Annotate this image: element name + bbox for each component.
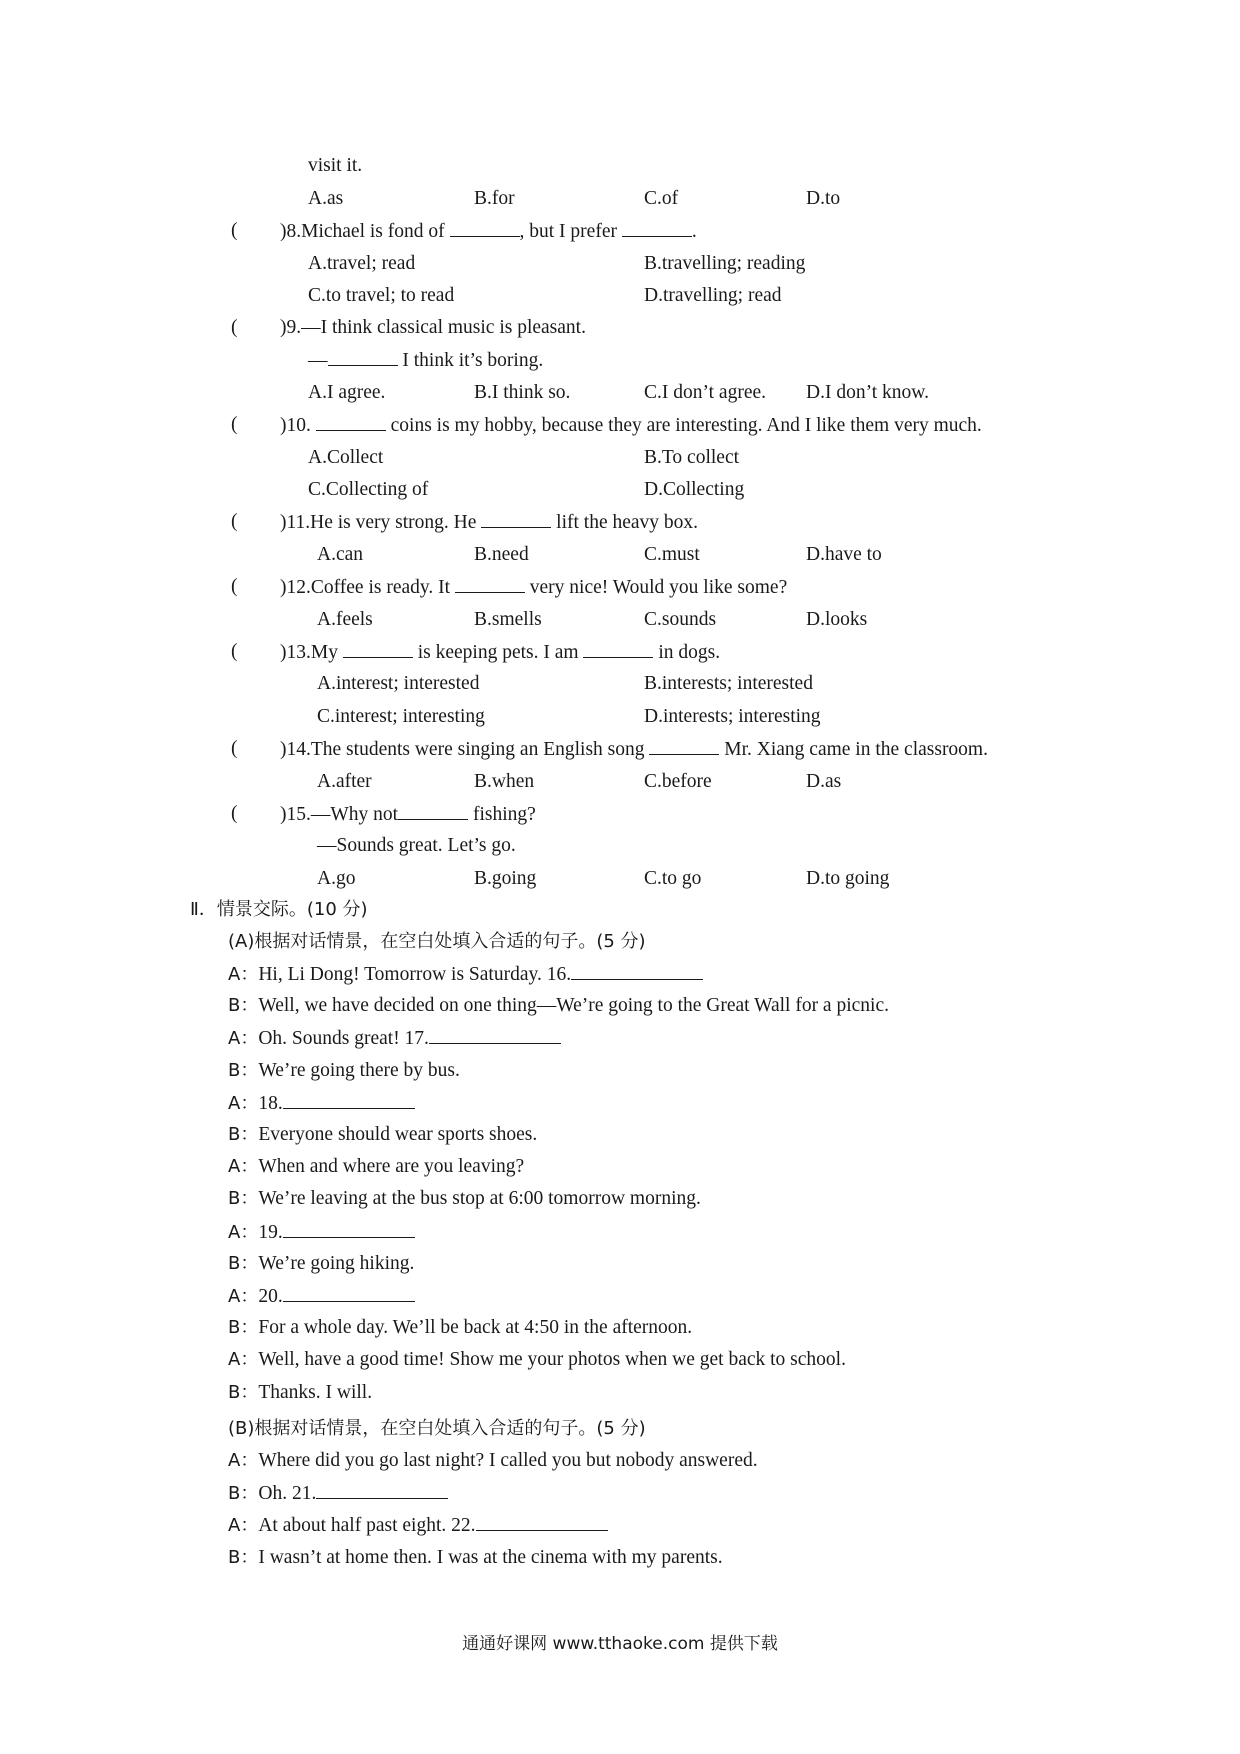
answer-blank [283, 1091, 415, 1109]
q14-blank [649, 737, 719, 755]
dialog-text: Oh. 21. [258, 1483, 317, 1505]
q12-stem [280, 575, 787, 600]
speaker-label: A： [228, 1515, 259, 1537]
q7-option-c: C.of [644, 188, 679, 209]
q15-stem-pre: )15.—Why not [280, 804, 399, 825]
q15-option-a: A.go [317, 868, 356, 889]
q11-option-d: D.have to [806, 544, 882, 565]
q9-stem: )9.—I think classical music is pleasant. [280, 317, 586, 338]
speaker-label: A： [228, 1028, 259, 1050]
dialog-text: Well, have a good time! Show me your photos when we get back to school. [258, 1349, 846, 1371]
dialog-text: When and where are you leaving? [258, 1156, 525, 1178]
q13-stem-mid: is keeping pets. I am [417, 642, 579, 663]
q13-blank-2 [583, 640, 653, 658]
speaker-label: B： [228, 1188, 259, 1210]
q13-stem [280, 640, 720, 665]
dialog-a-line [228, 1187, 701, 1211]
answer-blank [476, 1513, 608, 1531]
dialog-text: Hi, Li Dong! Tomorrow is Saturday. 16. [258, 964, 572, 985]
dialog-a-line [228, 994, 889, 1018]
dialog-a-line [228, 1123, 537, 1147]
q14-stem-pre: )14.The students were singing an English song [280, 739, 645, 760]
speaker-label: B： [228, 1381, 259, 1403]
speaker-label: A： [228, 1156, 259, 1178]
q15-reply: —Sounds great. Let’s go. [317, 835, 516, 856]
dialog-text: 20. [258, 1286, 283, 1307]
q7-option-b: B.for [474, 188, 515, 209]
q11-stem [280, 510, 698, 535]
q15-paren: ( [231, 803, 238, 824]
q12-stem-pre: )12.Coffee is ready. It [280, 577, 451, 598]
dialog-text: 19. [258, 1221, 283, 1243]
dialog-text: Well, we have decided on one thing—We’re going to the Great Wall for a picnic. [258, 995, 889, 1017]
speaker-label: B： [228, 1483, 259, 1505]
q10-option-b: B.To collect [644, 447, 740, 468]
q9-option-b: B.I think so. [474, 382, 571, 403]
q10-option-d: D.Collecting [644, 479, 745, 500]
q12-paren: ( [231, 576, 238, 597]
q8-option-a: A.travel; read [308, 253, 416, 274]
q9-option-d: D.I don’t know. [806, 382, 929, 403]
q9-blank [328, 348, 398, 366]
q8-option-b: B.travelling; reading [644, 253, 806, 274]
q11-option-a: A.can [317, 544, 364, 565]
q15-option-c: C.to go [644, 868, 702, 889]
dialog-text: At about half past eight. 22. [258, 1515, 476, 1537]
dialog-a-line [228, 1381, 372, 1405]
dialog-b-line [228, 1513, 608, 1538]
q10-stem-post: coins is my hobby, because they are interesting. And I like them very much. [390, 415, 982, 436]
speaker-label: B： [228, 1546, 259, 1568]
q13-option-c: C.interest; interesting [317, 706, 485, 727]
q7-continuation: visit it. [308, 155, 363, 176]
dialog-b-line [228, 1481, 448, 1506]
answer-blank [571, 962, 703, 980]
dialog-a-line [228, 1091, 415, 1116]
q12-stem-post: very nice! Would you like some? [529, 577, 788, 598]
speaker-label: B： [228, 995, 259, 1017]
dialog-text: We’re going there by bus. [258, 1059, 460, 1081]
q11-option-b: B.need [474, 544, 529, 565]
q8-blank-1 [450, 219, 520, 237]
dialog-text: Everyone should wear sports shoes. [258, 1124, 538, 1145]
q11-option-c: C.must [644, 544, 700, 565]
dialog-text: We’re going hiking. [258, 1252, 415, 1274]
q10-stem-pre: )10. [280, 415, 311, 436]
q8-stem-pre: )8.Michael is fond of [280, 221, 445, 242]
dialog-text: Thanks. I will. [258, 1381, 373, 1403]
q14-option-d: D.as [806, 771, 842, 792]
dialog-a-line [228, 1284, 415, 1309]
answer-blank [429, 1026, 561, 1044]
q9-reply-dash: — [308, 350, 328, 371]
q14-stem-post: Mr. Xiang came in the classroom. [724, 739, 988, 760]
q9-option-a: A.I agree. [308, 382, 386, 403]
q9-option-c: C.I don’t agree. [644, 382, 767, 403]
q14-option-a: A.after [317, 771, 372, 792]
q13-option-b: B.interests; interested [644, 673, 813, 694]
q8-option-c: C.to travel; to read [308, 285, 455, 306]
answer-blank [316, 1481, 448, 1499]
q11-paren: ( [231, 511, 238, 532]
q8-stem [280, 219, 697, 244]
q13-stem-pre: )13.My [280, 642, 338, 663]
q8-option-d: D.travelling; read [644, 285, 782, 306]
speaker-label: B： [228, 1059, 259, 1081]
dialog-a-line [228, 1220, 415, 1245]
dialog-a-line [228, 1026, 561, 1051]
dialog-text: We’re leaving at the bus stop at 6:00 tomorrow morning. [258, 1188, 701, 1210]
q7-option-a: A.as [308, 188, 344, 209]
speaker-label: B： [228, 1317, 259, 1339]
q12-option-d: D.looks [806, 609, 868, 630]
q15-option-d: D.to going [806, 868, 890, 889]
q12-option-b: B.smells [474, 609, 542, 630]
q10-stem [280, 413, 982, 438]
dialog-text: Oh. Sounds great! 17. [258, 1028, 429, 1050]
speaker-label: B： [228, 1252, 259, 1274]
q12-option-c: C.sounds [644, 609, 717, 630]
dialog-a-line [228, 962, 703, 987]
q13-option-d: D.interests; interesting [644, 706, 821, 727]
q15-stem [280, 802, 536, 827]
dialog-text: For a whole day. We’ll be back at 4:50 in the afternoon. [258, 1317, 693, 1339]
speaker-label: A： [228, 1450, 259, 1471]
q10-option-c: C.Collecting of [308, 479, 429, 500]
q14-option-b: B.when [474, 771, 535, 792]
q14-option-c: C.before [644, 771, 712, 792]
dialog-text: Where did you go last night? I called you but nobody answered. [258, 1450, 758, 1471]
footer-credit: 通通好课网 www.tthaoke.com 提供下载 [462, 1634, 778, 1654]
q15-stem-post: fishing? [472, 804, 536, 825]
dialog-text: 18. [258, 1092, 283, 1114]
q7-option-d: D.to [806, 188, 841, 209]
q10-blank [316, 413, 386, 431]
speaker-label: A： [228, 1092, 259, 1114]
q13-blank-1 [343, 640, 413, 658]
speaker-label: A： [228, 1286, 259, 1307]
q11-blank [481, 510, 551, 528]
speaker-label: A： [228, 1349, 259, 1371]
q12-blank [455, 575, 525, 593]
dialog-a-line [228, 1059, 460, 1083]
dialog-a-line [228, 1252, 414, 1276]
dialog-b-line [228, 1546, 723, 1570]
dialog-b-line [228, 1449, 758, 1473]
q13-paren: ( [231, 641, 238, 662]
q9-reply-text: I think it’s boring. [402, 350, 544, 371]
q9-reply [308, 348, 543, 373]
q8-stem-end: . [691, 221, 697, 242]
q10-paren: ( [231, 414, 238, 435]
answer-blank [283, 1220, 415, 1238]
q10-option-a: A.Collect [308, 447, 384, 468]
q11-stem-pre: )11.He is very strong. He [280, 512, 477, 533]
q13-stem-post: in dogs. [658, 642, 721, 663]
q8-paren: ( [231, 220, 238, 241]
q8-stem-mid: , but I prefer [519, 221, 617, 242]
q14-paren: ( [231, 738, 238, 759]
speaker-label: A： [228, 1221, 259, 1243]
speaker-label: A： [228, 964, 259, 985]
dialog-a-line [228, 1155, 524, 1179]
answer-blank [283, 1284, 415, 1302]
dialog-text: I wasn’t at home then. I was at the cinema with my parents. [258, 1546, 723, 1568]
q8-blank-2 [622, 219, 692, 237]
q9-paren: ( [231, 317, 238, 338]
dialog-a-line [228, 1316, 692, 1340]
section-2-part-b-heading: (B)根据对话情景，在空白处填入合适的句子。(5 分) [228, 1418, 646, 1439]
dialog-a-line [228, 1348, 846, 1372]
q14-stem [280, 737, 988, 762]
q11-stem-post: lift the heavy box. [556, 512, 699, 533]
q15-option-b: B.going [474, 868, 537, 889]
section-2-title: Ⅱ．情景交际。(10 分) [190, 899, 368, 920]
q12-option-a: A.feels [317, 609, 373, 630]
q13-option-a: A.interest; interested [317, 673, 480, 694]
speaker-label: B： [228, 1124, 259, 1145]
section-2-part-a-heading: (A)根据对话情景，在空白处填入合适的句子。(5 分) [228, 931, 646, 952]
q15-blank [398, 802, 468, 820]
